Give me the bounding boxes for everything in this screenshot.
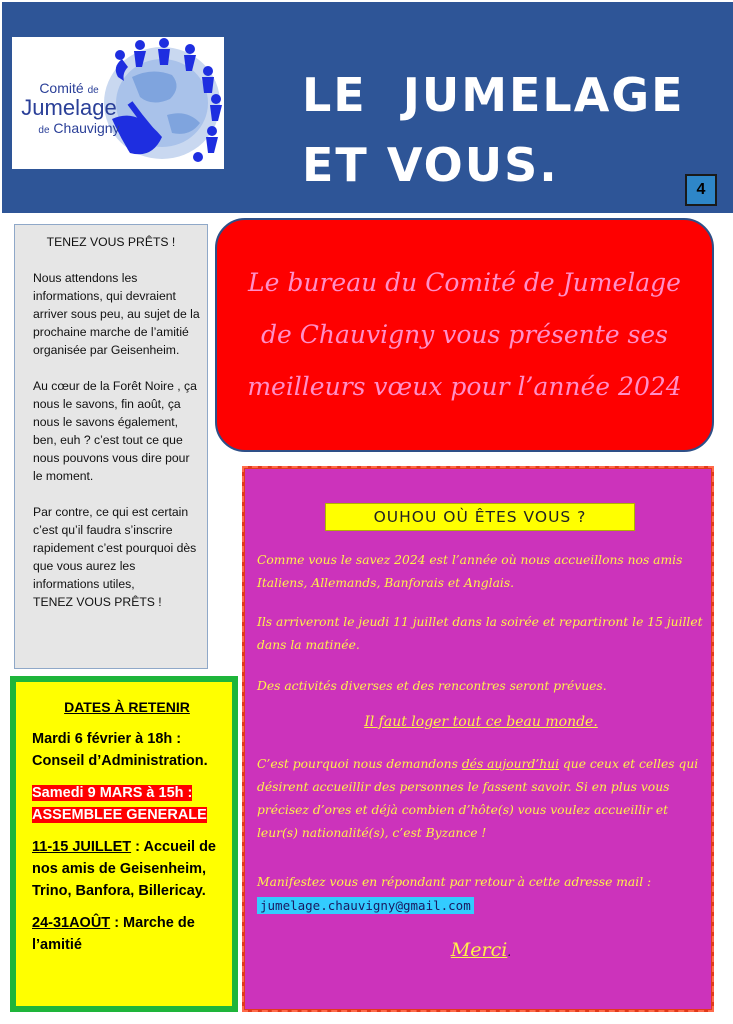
contact-email-link[interactable]: jumelage.chauvigny@gmail.com [257,897,474,914]
welcome-p5-end: que ceux et celles qui désirent accueillir des personnes le fassent savoir. Si en plus vous précisez d’ores et déjà combien d’hôte(s) vous voulez accueillir et leur(s) nationalité(s), c’est Byzance ! [257,757,699,840]
dates-box [10,676,238,1012]
announcement-box [14,224,208,669]
welcome-contact-text: Manifestez vous en répondant par retour à cette adresse mail : [257,875,652,889]
date-entry-1 [32,728,222,772]
date-entry-1-date: Mardi 6 février [32,731,132,747]
thanks-dot: . [507,945,512,959]
welcome-paragraph-3: Des activités diverses et des rencontres seront prévues. [257,679,607,693]
date-entry-4-date: 24-31AOÛT [32,915,111,931]
date-entry-4 [32,912,222,956]
date-entry-2 [32,782,222,826]
logo [12,37,224,169]
announcement-title: TENEZ VOUS PRÊTS ! [46,235,176,249]
welcome-box [242,466,714,1012]
welcome-heading: OUHOU OÙ ÊTES VOUS ? [325,503,635,531]
logo-word-chauvigny: Chauvigny [53,120,120,136]
date-entry-3 [32,836,222,902]
logo-text [14,81,124,136]
welcome-paragraph-1: Comme vous le savez 2024 est l’année où nous accueillons nos amis Italiens, Allemands, Banforais et Anglais. [257,553,683,590]
logo-word-de-2: de [38,125,50,136]
thanks-line [257,939,705,964]
date-entry-2-line1: Samedi 9 MARS à 15h : [32,785,193,801]
header-banner [2,2,733,213]
logo-word-jumelage: Jumelage [21,95,117,120]
logo-word-comite: Comité [39,80,84,96]
greetings-banner [215,218,714,452]
logo-word-de: de [87,85,99,96]
welcome-lodging-callout: Il faut loger tout ce beau monde. [364,714,598,730]
thanks-text: Merci [450,939,508,961]
dates-title: DATES À RETENIR [64,699,190,715]
welcome-p5-underlined: dés aujourd’hui [461,757,559,771]
date-entry-1-text: à 18h : Conseil d’Administration. [32,731,208,769]
page-title: LE JUMELAGE ET VOUS. [302,68,685,192]
welcome-paragraph-5 [257,753,705,845]
welcome-paragraph-2: Ils arriveront le jeudi 11 juillet dans la soirée et repartiront le 15 juillet dans la matinée. [257,615,703,652]
announcement-paragraph-3: Par contre, ce qui est certain c’est qu’il faudra s’inscrire rapidement c’est pourquoi dès que vous aurez les informations utiles, [33,505,197,591]
greetings-text: Le bureau du Comité de Jumelage de Chauvigny vous présente ses meilleurs vœux pour l’année 2024 [247,268,682,401]
welcome-paragraph-6 [257,871,705,918]
date-entry-4-text: : Marche de l’amitié [32,915,195,953]
welcome-p5-start: C’est pourquoi nous demandons [257,757,462,771]
announcement-paragraph-1: Nous attendons les informations, qui devraient arriver sous peu, au sujet de la prochaine marche de l’amitié organisée par Geisenheim. [33,271,200,357]
date-entry-3-date: 11-15 JUILLET [32,839,132,855]
announcement-paragraph-2: Au cœur de la Forêt Noire , ça nous le savons, fin août, ça nous le savons également, ben, euh ? c’est tout ce que nous pouvons vous dire pour le moment. [33,379,197,483]
date-entry-3-text: : Accueil de nos amis de Geisenheim, Trino, Banfora, Billericay. [32,839,217,899]
page-number: 4 [685,174,717,206]
announcement-closing: TENEZ VOUS PRÊTS ! [33,595,162,609]
date-entry-2-line2: ASSEMBLEE GENERALE [32,807,207,823]
